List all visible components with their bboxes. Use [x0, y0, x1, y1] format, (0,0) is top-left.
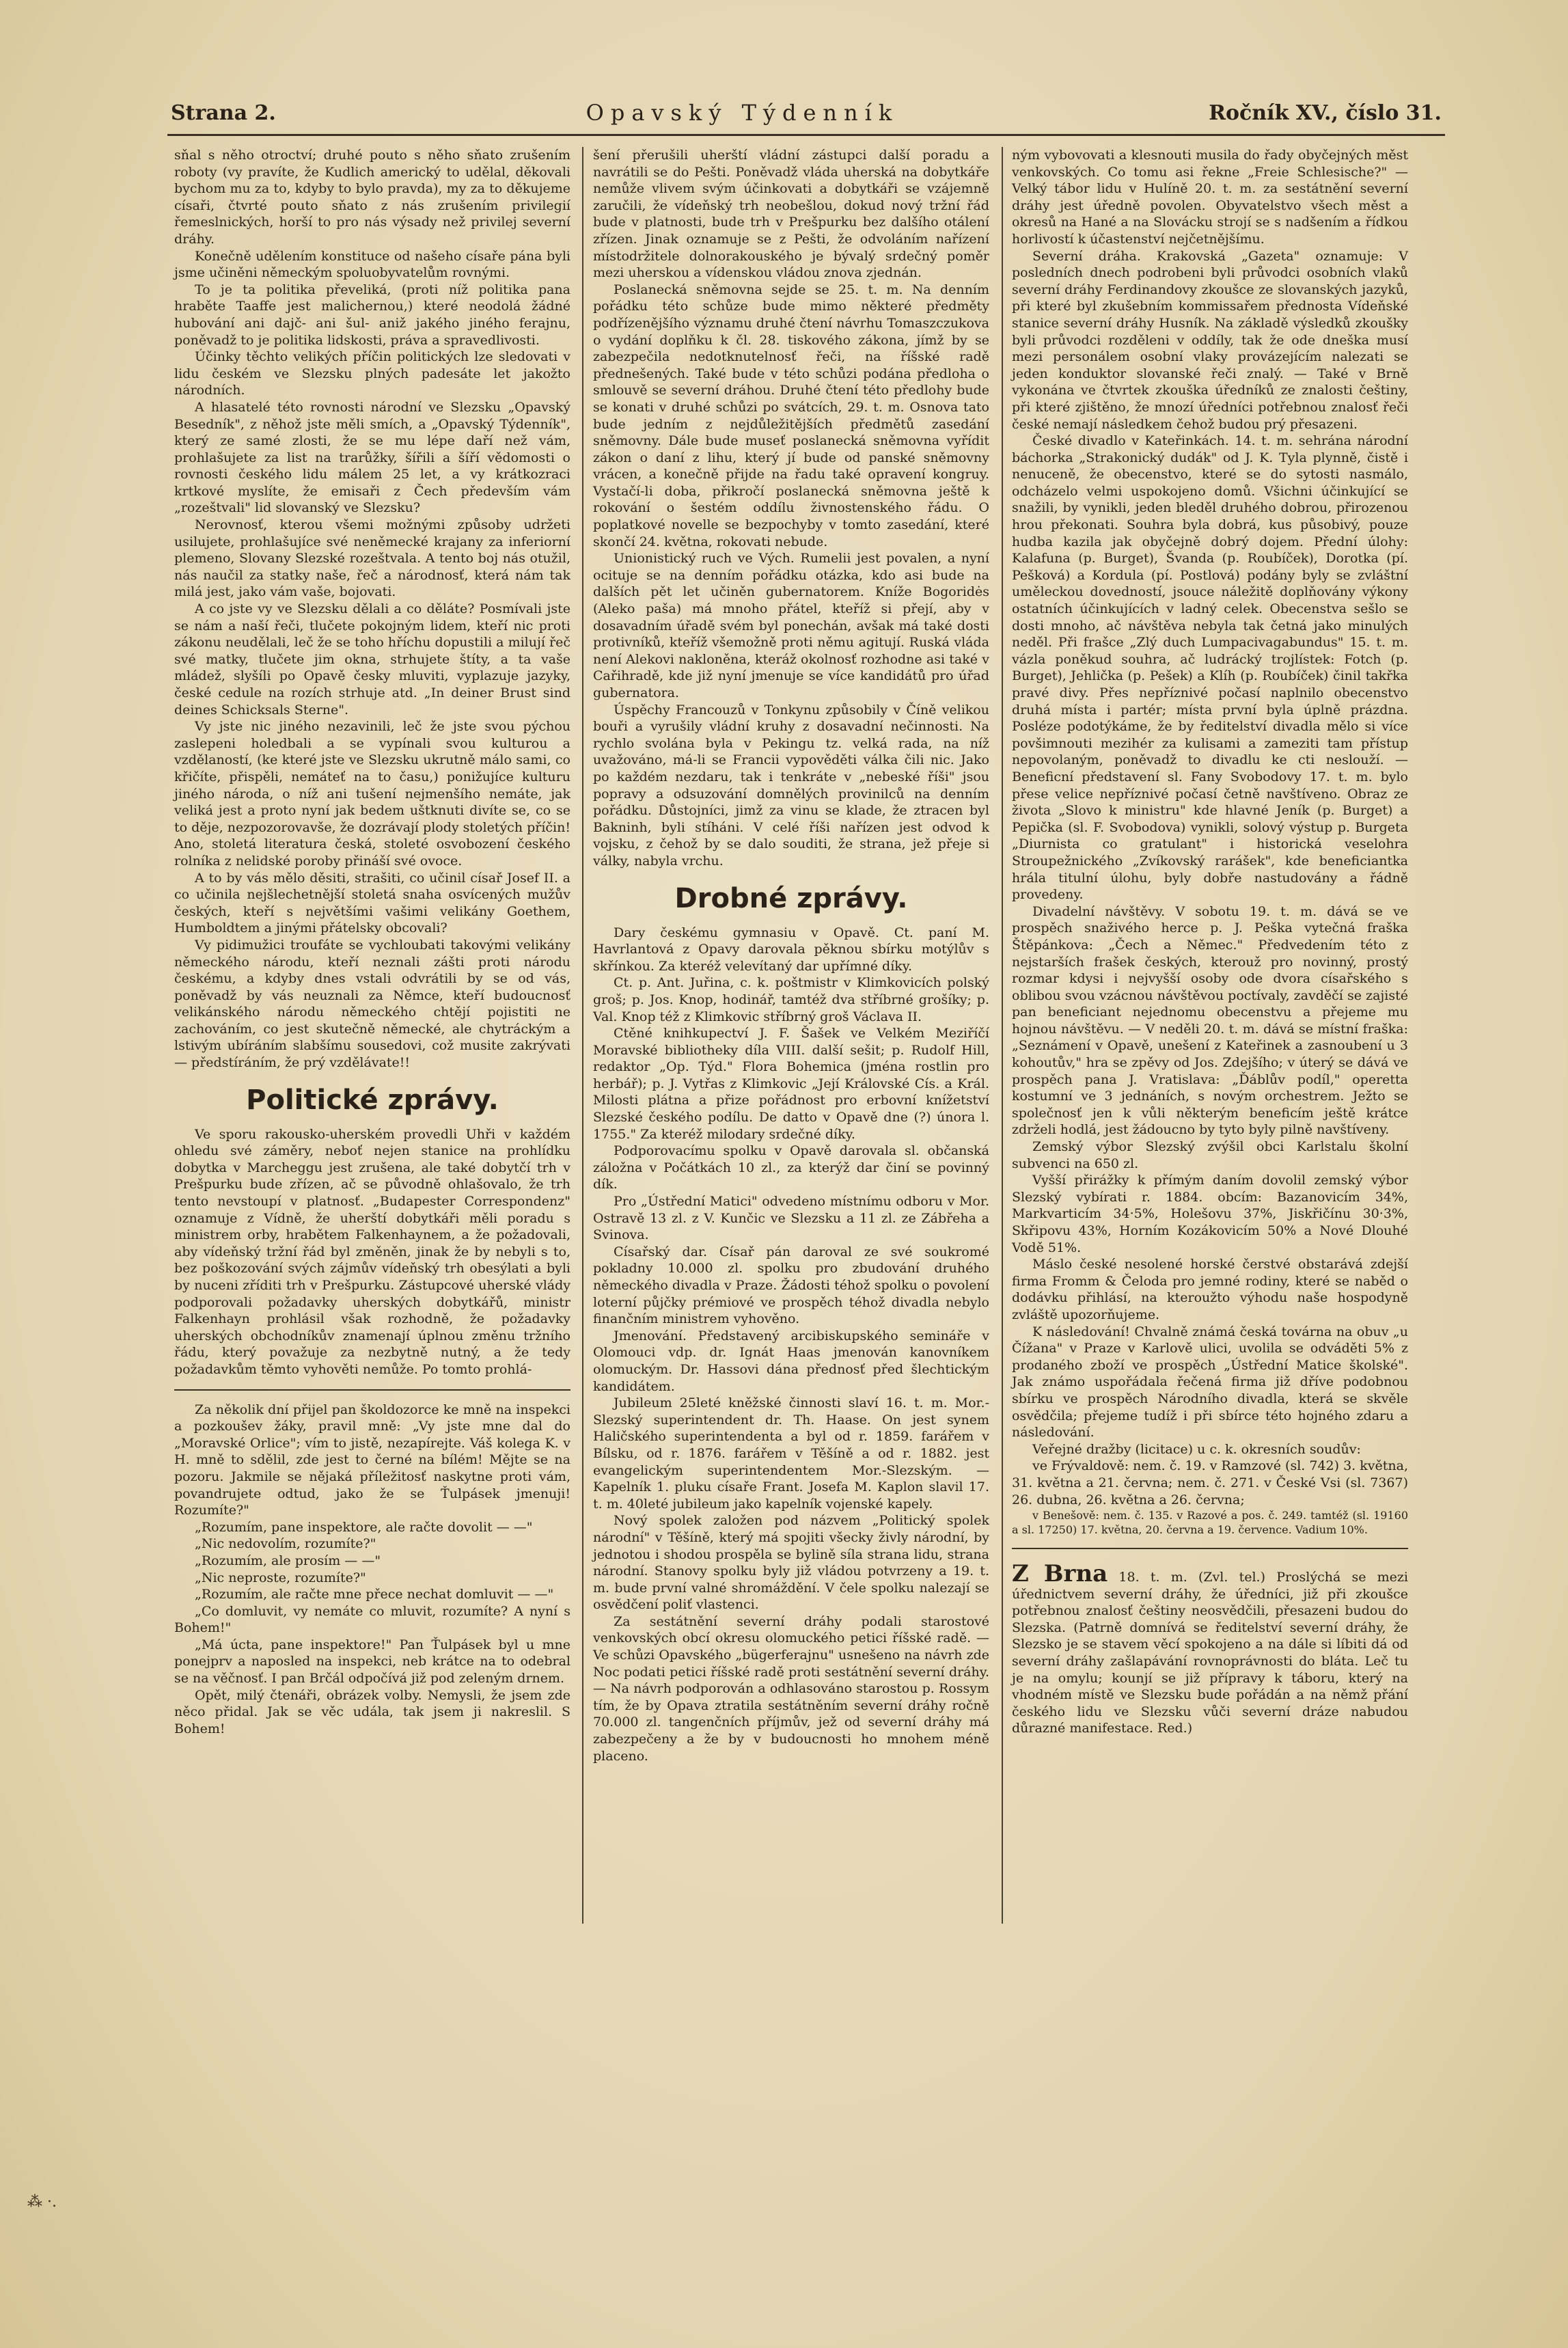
paragraph: Opět, milý čtenáři, obrázek volby. Nemysli, že jsem zde něco přidal. Jak se věc udála, tak jsem ji nakreslil. S Bohem! — [174, 1687, 570, 1736]
feuilleton — [174, 1402, 570, 1738]
newspaper-title: Opavský Týdenník — [586, 100, 899, 126]
paragraph: Máslo české nesolené horské čerstvé obstarává zdejší firma Fromm & Čeloda pro jemné rodiny, které se naběd o dodávku přihlásí, na kteroužto výhodu naše hospodyně zvláště upozorňujeme. — [1012, 1257, 1408, 1322]
telegram-rule — [1012, 1548, 1408, 1549]
paragraph: Zemský výbor Slezský zvýšil obci Karlstalu školní subvenci na 650 zl. — [1012, 1139, 1408, 1171]
column-divider — [1002, 147, 1003, 1924]
section-heading-drobne: Drobné zprávy. — [674, 882, 908, 914]
column-1 — [174, 147, 570, 1737]
column-2 — [593, 147, 989, 1764]
page-number: Strana 2. — [171, 100, 276, 125]
paragraph: Za několik dní přijel pan školdozorce ke mně na inspekci a pozkoušev žáky, pravil mně: „Vy jste mne dal do „Moravské Orlice"; vím to jistě, nezapírejte. Váš kolega K. v H. mně to sdělil, zde jest to černé na bílém! Mějte se na pozoru. Jakmile se nějaká příležitosť naskytne proti vám, povandrujete odtud, jako že se Ťulpásek jmenuji! Rozumíte?" — [174, 1402, 570, 1518]
paragraph: Unionistický ruch ve Vých. Rumelii jest povalen, a nyní ocituje se na denním pořádku otázka, kdo asi bude na dalších pět let učiněn gubernatorem. Kníže Bogoridės (Aleko paša) má mnoho přátel, kteříž si přejí, aby v dosavadním úřadě svém byl ponechán, avšak má také dosti protivníků, kteříž všemožně proti němu agitují. Ruská vláda není Alekovi nakloněna, kteráž okolnosť rozhodne asi také v Cařihradě, kde již nyní jmenuje se více kandidátů pro úřad gubernatora. — [593, 551, 989, 700]
paragraph: Ve sporu rakousko-uherském provedli Uhři v každém ohledu své záměry, neboť nejen stanice na prohlídku dobytka v Marcheggu jest zrušena, ale také dobytčí trh v Prešpurku bude zřízen, ač se původně ohlašovalo, že trh tento nevstoupí v platnosť. „Budapester Correspondenz" oznamuje z Vídně, že uherští dobytkáři měli poradu s ministrem orby, hrabětem Falkenhaynem, a že požadovali, aby vídeňský tržní řád byl změněn, jinak že by nebyli s to, bez poškozování svých zájmův vídeňský trh obesýlati a byli by nuceni zříditi trh v Prešpurku. Zástupcové uherské vlády podporovali požadavky uherských dobytkářů, ministr Falkenhayn prohlásil však rozhodně, že požadavky uherských obchodníkův znamenají úplnou změnu tržního řádu, který považuje za nezbytně nutný, a že tedy požadavkům těmto vyhověti nemůže. Po tomto prohlá- — [174, 1126, 570, 1377]
paragraph: Pro „Ústřední Matici" odvedeno místnímu odboru v Mor. Ostravě 13 zl. z V. Kunčic ve Slezsku a 11 zl. ze Zábřeha a Svinova. — [593, 1194, 989, 1243]
telegram-brno — [1012, 1561, 1408, 1737]
paragraph: Úspěchy Francouzů v Tonkynu způsobily v Číně velikou bouři a vyrušily vládní kruhy z dosavadní nečinnosti. Na rychlo svolána byla v Pekingu tz. velká rada, na níž uvažováno, má-li se Francii vypověděti válka čili nic. Jako po každém nezdaru, tak i tenkráte v „nebeské říši" jsou popravy a odsuzování domnělých provinilců na denním pořádku. Důstojníci, jimž za vinu se klade, že ztracen byl Bakninh, byli stíháni. V celé říši nařízen jest odvod k vojsku, z čehož by se dalo souditi, že strana, jež přeje si války, nabyla vrchu. — [593, 702, 989, 869]
paragraph: Jubileum 25leté kněžské činnosti slaví 16. t. m. Mor.-Slezský superintendent dr. Th. Haase. On jest synem Haličského superintendenta a byl od r. 1859. farářem v Bílsku, od r. 1876. farářem v Těšíně a od r. 1882. jest evangelickým superintendentem Mor.-Slezským. — Kapelník 1. pluku císaře Frant. Josefa M. Kaplon slavil 17. t. m. 40leté jubileum jako kapelník vojenské kapely. — [593, 1395, 989, 1512]
paragraph: sňal s něho otroctví; druhé pouto s něho sňato zrušením roboty (vy pravíte, že Kudlich americký to udělal, děkovali bychom mu za to, kdyby to bylo pravda), my za to děkujeme císaři, čtvrté pouto sňato z nás zrušením privilegií řemeslnických, horší to pro nás výsady než privilej severní dráhy. — [174, 148, 570, 247]
paragraph: Jmenování. Představený arcibiskupského semináře v Olomouci vdp. dr. Ignát Haas jmenován kanovníkem olomuckým. Dr. Hassovi dána přednosť před šlechtickým kandidátem. — [593, 1328, 989, 1394]
column-divider — [582, 147, 583, 1924]
feuilleton-rule — [174, 1389, 570, 1391]
masthead — [171, 96, 1442, 130]
paragraph: Severní dráha. Krakovská „Gazeta" oznamuje: V posledních dnech podrobeni byli průvodci osobních vlaků severní dráhy Ferdinandovy zkoušce ze slovanských jazyků, při které byl zkušebním kommissařem přednosta Vídeňské stanice severní dráhy Husník. Na základě výsledků zkoušky byli průvodci rozděleni v oddíly, tak že ode dneška musí mezi personálem osobní vlaky provázejícím nalezati se jeden konduktor slovanské řeči znalý. — Také v Brně vykonána ve čtvrtek zkouška úředníků ze znalosti češtiny, při které zjištěno, že mnozí úředníci potřebnou znalosť řeči české nemají následkem čehož budou prý přesazeni. — [1012, 248, 1408, 432]
paragraph: Nerovnosť, kterou všemi možnými způsoby udržeti usilujete, prohlašujíce své neněmecké krajany za inferiorní plemeno, Slovany Slezské rozeštvala. A tento boj nás otužil, nás naučil za statky naše, řeč a národnosť, která nám tak milá jest, jako vám vaše, bojovati. — [174, 517, 570, 600]
paragraph: „Nic neproste, rozumíte?" — [195, 1570, 366, 1585]
paragraph: Ct. p. Ant. Juřina, c. k. poštmistr v Klimkovicích polský groš; p. Jos. Knop, hodinář, tamtéž dva stříbrné grošíky; p. Val. Knop též z Klimkovic stříbrný groš Václava II. — [593, 975, 989, 1024]
paragraph: Císařský dar. Císař pán daroval ze své soukromé pokladny 10.000 zl. spolku pro zbudování druhého německého divadla v Praze. Žádosti téhož spolku o povolení loterní půjčky prémiové ve prospěch téhož divadla nebylo finančním ministrem vyhověno. — [593, 1244, 989, 1327]
paragraph: „Co domluvit, vy nemáte co mluvit, rozumíte? A nyní s Bohem!" — [174, 1603, 570, 1636]
paragraph: šení přerušili uherští vládní zástupci další poradu a navrátili se do Pešti. Poněvadž vláda uherská na dobytkáře nemůže vlivem svým účinkovati a dobytkáři se vzájemně zaručili, že vídeňský trh neobešlou, dokud nový tržní řád bude v platnosti, bude trh v Prešpurku bez dalšího otálení zřízen. Jinak oznamuje se z Pešti, že odvoláním nařízení místodržitele dolnorakouského je bývalý srdečný poměr mezi uherskou a vídenskou vládou znova zjednán. — [593, 148, 989, 281]
margin-ornament: ⁂ ·. — [27, 2194, 57, 2211]
paragraph: Za sestátnění severní dráhy podali starostové venkovských obcí okresu olomuckého petici říšské radě. — Ve schůzi Opavského „bügerferajnu" usnešeno na návrh zde Noc podati petici říšské radě proti sestátnění severní dráhy. — Na návrh podporován a odhlasováno starostou p. Rossym tím, že by Opava ztratila sestátněním severní dráhy ročně 70.000 zl. tangenčních příjmův, jež od severní dráhy má zabezpečeny a že by v budoucnosti ho mnohem méně placeno. — [593, 1613, 989, 1764]
volume-issue: Ročník XV., číslo 31. — [1209, 100, 1442, 125]
paragraph: Nový spolek založen pod názvem „Politický spolek národní" v Těšíně, který má spojiti všecky živly národní, by jednotou i shodou prospěla se bylině síla strana lidu, strana národní. Stanovy spolku byly již vládou potvrzeny a 19. t. m. bude první valné shromáždění. V čele spolku nalezají se osvědčení poliť vlastenci. — [593, 1513, 989, 1613]
column-3 — [1012, 147, 1408, 1737]
paragraph: A to by vás mělo děsiti, strašiti, co učinil císař Josef II. a co učinila nejšlechetnější stoletá snaha osvícených mužův českých, kteří s největšími vašimi velikány Goethem, Humboldtem a jinými přátelsky obcovali? — [174, 870, 570, 936]
paragraph: Ctěné knihkupectví J. F. Šašek ve Velkém Meziříčí Moravské bibliotheky díla VIII. další sešit; p. Rudolf Hill, redaktor „Op. Týd." Flora Bohemica (jména rostlin pro herbář); p. J. Vytřas z Klimkovic „Její Královské Cís. a Král. Milosti plátna a přize pořádnost pro erbovní knížetství Slezské českého podílu. De datto v Opavě dne (?) února l. 1755." Za kteréž milodary srdečné díky. — [593, 1026, 989, 1142]
paragraph: A co jste vy ve Slezsku dělali a co děláte? Posmívali jste se nám a naší řeči, tlučete pokojným lidem, kteří nic proti zákonu neudělali, leč že se toho hříchu dopustili a milují řeč své matky, tlučete jim okna, strhujete štíty, a ta vaše mládež, slyšíli po Opavě česky mluviti, vyplazuje jazyky, české cedule na rozích strhuje atd. „In deiner Brust sind deines Schicksals Sterne". — [174, 601, 570, 718]
paragraph: Veřejné dražby (licitace) u c. k. okresních soudův: — [1032, 1441, 1361, 1457]
paragraph: České divadlo v Kateřinkách. 14. t. m. sehrána národní báchorka „Strakonický dudák" od J. K. Tyla plynně, čistě i nenuceně, že obecenstvo, které se do sytosti nasmálo, odcházelo velmi uspokojeno domů. Všichni účinkující se snažili, by vynikli, jeden bleděl druhého dobrou, přirozenou hrou překonati. Souhra byla dobrá, kus působivý, pouze hudba kazila jak obyčejně dobrý dojem. Přední úlohy: Kalafuna (p. Burget), Švanda (p. Roubíček), Dorotka (pí. Pešková) a Kordula (pí. Postlová) podány byly se zvláštní uměleckou dovedností, jsouce náležitě doplňovány výkony ostatních účinkujících v ladný celek. Obecenstva sešlo se dosti mnoho, ač návštěva nebyla tak četná jako minulých neděl. Při frašce „Zlý duch Lumpacivagabundus" 15. t. m. vázla poněkud souhra, ač ludrácký trojlístek: Fotch (p. Burget), Jehlička (p. Pešek) a Klíh (p. Roubíček) činil takřka pravé divy. Přes nepříznivé počasí naplnilo obecenstvo druhá místa i partér; místa první byla úplně prázdna. Posléze podotýkáme, že by ředitelství divadla mělo si více povšimnouti mezihér za kulisami a zameziti tam přístup nepovolaným, poněvadž to divadlu ke cti neslouží. — Beneficní představení sl. Fany Svobodovy 17. t. m. bylo přese velice nepříznivé počasí četně navštíveno. Obraz ze života „Slovo k ministru" kde hlavné Jeník (p. Burget) a Pepička (sl. F. Svobodova) vynikli, solový výstup p. Burgeta „Diurnista co gratulant" i historická veselohra Stroupežnického „Zvíkovský rarášek", kde beneficiantka hrála titulní úlohu, byly dobře nastudovány a řádně provedeny. — [1012, 433, 1408, 903]
brno-dateline: Z Brna — [1012, 1560, 1108, 1588]
paragraph: Konečně udělením konstituce od našeho císaře pána byli jsme učiněni německým spoluobyvatelům rovnými. — [174, 248, 570, 281]
paragraph: „Rozumím, ale prosím — —" — [195, 1553, 381, 1568]
paragraph: Vy pidimužici troufáte se vychloubati takovými velikány německého národu, kteří neznali zášti proti národu českému, a kdyby dnes vstali odvrátili by se od vás, poněvadž by vás neuznali za Němce, kteří budoucnosť velikánského národu německého chtějí pojistiti ne zachováním, co jest skutečně německé, ale chytráckým a lstivým ubíráním slabšímu sousedovi, což musite zakrývati — předstíráním, že prý vzdělávate!! — [174, 937, 570, 1071]
paragraph: Divadelní návštěvy. V sobotu 19. t. m. dává se ve prospěch snaživého herce p. J. Peška vytečná fraška Štěpánkova: „Čech a Němec." Předvedením této z nejstarších frašek českých, kterouž pro novinný, prostý rozmar kdysi i nejvyšší osoby ode dvora císařského s oblibou svou vzácnou návštěvou poctívaly, zavděčí se zajisté pan beneficiant nejednomu obecenstvu a přejeme mu hojnou návštěvu. — V neděli 20. t. m. dává se místní fraška: „Seznámení v Opavě, unešení z Kateřinek a zasnoubení u 3 kohoutův," hra se zpěvy od Jos. Zdejšího; v úterý se dává ve prospěch pana J. Vratislava: „Ďáblův podíl," operetta kostumní ve 3 jednáních, s novým orchestrem. Ježto se společnosť jen k vůli některým beneficím ještě krátce zdrželi hodlá, jest žádoucno by tyto byly pilně navštíveny. — [1012, 903, 1408, 1138]
paragraph: v Benešově: nem. č. 135. v Razové a pos. č. 249. tamtéž (sl. 19160 a sl. 17250) 17. května, 20. června a 19. července. Vadium 10%. — [1012, 1509, 1408, 1537]
paragraph: K následování! Chvalně známá česká továrna na obuv „u Čížana" v Praze v Karlově ulici, uvolila se odváděti 5% z prodaného zboží ve prospěch „Ústřední Matice školské". Jak známo uspořádala řečená firma již dříve podobnou sbírku ve prospěch Národního divadla, která se skvěle osvědčila; přejeme tudíž i při sbírce této hojného zdaru a následování. — [1012, 1324, 1408, 1441]
paragraph: Dary českému gymnasiu v Opavě. Ct. paní M. Havrlantová z Opavy darovala pěknou sbírku motýlův s skřínkou. Za kteréž velevítaný dar upřímné díky. — [593, 925, 989, 974]
brno-text: 18. t. m. (Zvl. tel.) Proslýchá se mezi úřednictvem severní dráhy, že úředníci, již při zkoušce potřebnou znalosť češtiny neosvědčili, přesazeni budou do Slezska. (Patrně domnívá se ředitelství severní dráhy, že Slezsko je se stavem věcí spokojeno a na dále si líbiti dá od severní dráhy zašlapávání rovnoprávnosti do bláta. Leč tu je na omylu; kounjí se již přípravy k táboru, který na vhodném místě ve Slezsku bude pořádán a na němž přání českého lidu ve Slezsku vůči severní dráze nabudou důrazné manifestace. Red.) — [1012, 1570, 1409, 1736]
header-rule — [167, 134, 1445, 136]
paragraph: To je ta politika převeliká, (proti níž politika pana hraběte Taaffe jest malichernou,) které neodolá žádné hubování ani dajč- ani šul- aniž jakého jiného ferajnu, poněvadž to je politika lidskosti, práva a spravedlivosti. — [174, 282, 570, 348]
paragraph: ve Frývaldově: nem. č. 19. v Ramzové (sl. 742) 3. května, 31. května a 21. června; nem. č. 271. v České Vsi (sl. 7367) 26. dubna, 26. května a 26. června; — [1012, 1458, 1408, 1507]
paragraph: „Má úcta, pane inspektore!" Pan Ťulpásek byl u mne ponejprv a naposled na inspekci, neb krátce na to odebral se na věčnosť. I pan Brčál odpočívá již pod zeleným drnem. — [174, 1637, 570, 1687]
paragraph: „Rozumím, pane inspektore, ale račte dovolit — —" — [195, 1519, 533, 1535]
paragraph: A hlasatelé této rovnosti národní ve Slezsku „Opavský Besedník", z něhož jste měli smích, a „Opavský Týdenník", který ze samé zlosti, že se mu lépe daří než vám, prohlašujete za list na trarůžky, šířili a šíří vědomosti o rovnosti českého lidu málem 25 let, a vy krátkozraci krtkové myslíte, že emisaři z Čech především vám „rozeštvali" lid slovanský ve Slezsku? — [174, 399, 570, 516]
paragraph: Vy jste nic jiného nezavinili, leč že jste svou pýchou zaslepeni holedbali a se vypínali svou kulturou a vzdělaností, (ke které jste ve Slezsku ukrutně málo sami, co křičíte, přispěli, nemáteť na to času,) ponižujíce kulturu jiného národa, o níž ani tušení nejmenšího nemáte, jak veliká jest a proto nyní jak bedem uštknuti divíte se, co se to děje, nezpozorovavše, že dozrávají plody stoletých příčin! Ano, stoletá literatura česká, stoleté osvobození českého rolníka z nelidské poroby přináší své ovoce. — [174, 719, 571, 869]
paragraph: Poslanecká sněmovna sejde se 25. t. m. Na denním pořádku této schůze bude mimo některé předměty podřízenějšího významu druhé čtení návrhu Tomaszczukova o vydání doplňku k čl. 28. tiskového zákona, jímž by se zabezpečila nedotknutelnosť řeči, na říšské radě přednešených. Také bude v této schůzi podána předloha o smlouvě se severní dráhou. Druhé čtení této předlohy bude se konati v druhé schůzi po svátcích, 29. t. m. Osnova tato bude jedním z nejdůležitějších předmětů zasedání sněmovny. Dále bude museť poslanecká sněmovna vyřídit zákon o daní z lihu, který jí bude od panské sněmovny vrácen, a konečně přijde na řadu také opravení kongruy. Vystačí-li doba, přikročí poslanecká sněmovna ještě k rokování o šestém oddílu živnostenského řádu. O poplatkové novelle se bezpochyby v tomto zasedání, které skončí 24. května, rokovati nebude. — [593, 282, 989, 549]
paragraph: „Nic nedovolím, rozumíte?" — [195, 1536, 376, 1552]
paragraph: Vyšší přirážky k přímým daním dovolil zemský výbor Slezský vybírati r. 1884. obcím: Bazanovicím 34%, Markvarticím 34·5%, Holešovu 37%, Jiskřičínu 30·3%, Skřipovu 43%, Horním Kozákovicím 50% a Nové Dlouhé Vodě 51%. — [1012, 1173, 1408, 1255]
section-heading-politicke: Politické zprávy. — [246, 1084, 499, 1116]
paragraph: Podporovacímu spolku v Opavě darovala sl. občanská záložna v Počátkách 10 zl., za kterýž dar činí se povinný dík. — [593, 1143, 989, 1192]
paragraph: „Rozumím, ale račte mne přece nechat domluvit — —" — [195, 1587, 554, 1602]
paragraph: Účinky těchto velikých příčin politických lze sledovati v lidu českém ve Slezsku plných padesáte let jakožto národních. — [174, 349, 570, 398]
paragraph: ným vybovovati a klesnouti musila do řady obyčejných měst venkovských. Co tomu asi řekne „Freie Schlesische?" — Velký tábor lidu v Hulíně 20. t. m. za sestátnění severní dráhy jest úředně povolen. Obyvatelstvo všech měst a okresů na Hané a na Slovácku strojí se s nadšením a řídkou horlivostí k účastenství nejčetnějšímu. — [1012, 148, 1408, 247]
